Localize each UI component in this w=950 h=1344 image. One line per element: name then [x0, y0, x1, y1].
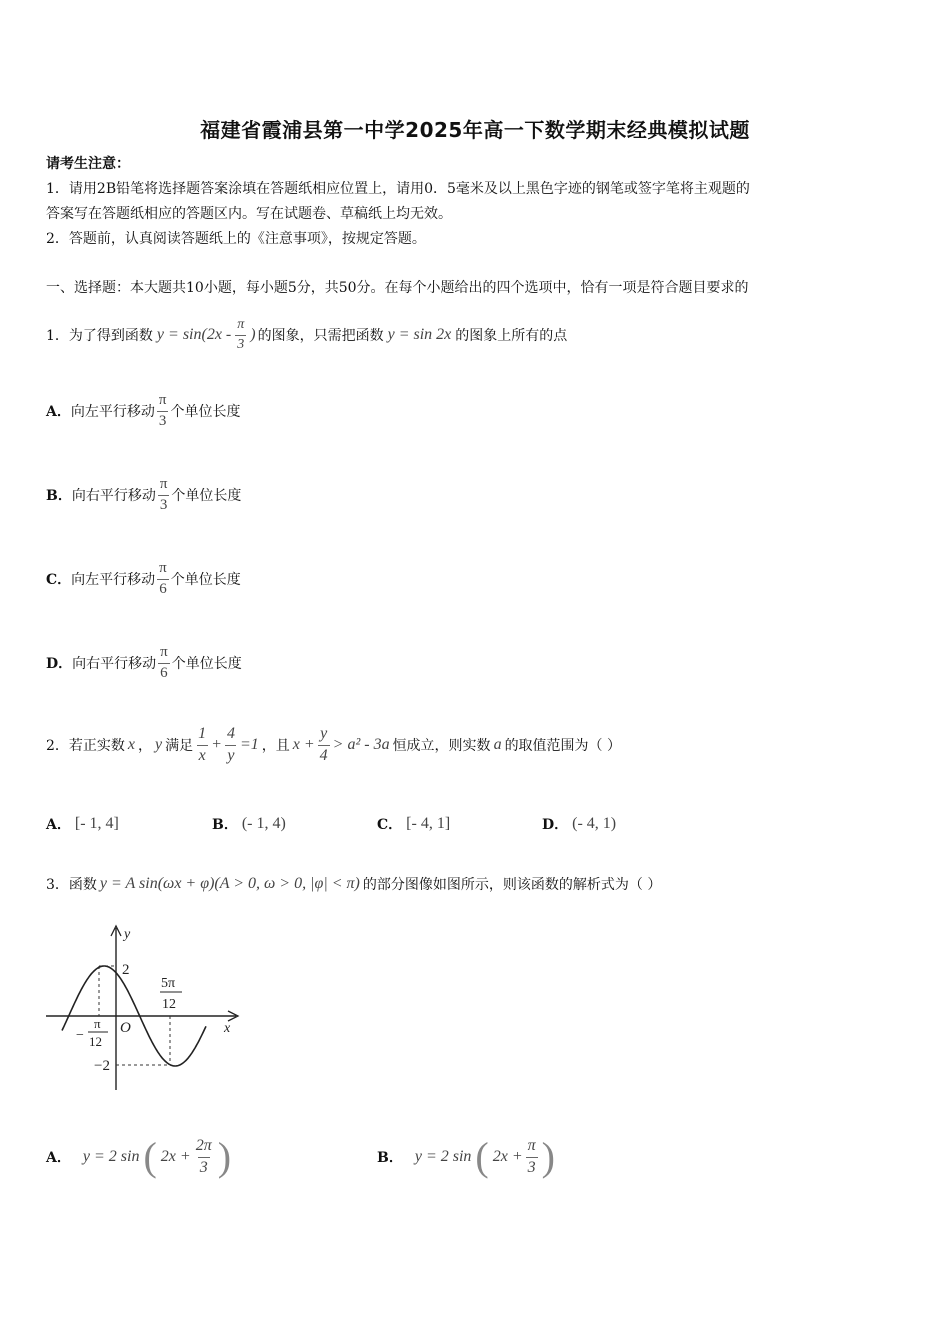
option-value: (- 1, 4) [241, 815, 286, 832]
fraction [235, 318, 246, 352]
option-text: 向右平行移动 [72, 656, 157, 672]
fraction-denominator: 6 [160, 664, 168, 681]
y-axis-label: y [124, 927, 131, 942]
paren-left: ( [143, 1134, 157, 1179]
graph-svg [44, 922, 244, 1094]
fraction [196, 726, 208, 765]
question-text: 恒成立，则实数 [392, 738, 491, 754]
fraction-numerator: 2π [195, 1136, 212, 1154]
option-text: 个单位长度 [171, 488, 242, 504]
origin-label: O [120, 1020, 131, 1036]
question-text: 的图象，只需把函数 [257, 328, 384, 344]
fraction [318, 726, 330, 765]
fraction-numerator: y [320, 724, 328, 742]
fraction-numerator: π [527, 1136, 536, 1154]
fraction [158, 477, 170, 514]
option-value: [- 1, 4] [74, 815, 119, 832]
fraction-numerator: π [159, 559, 167, 576]
math-variable: x [127, 736, 136, 753]
q2-option-a[interactable] [46, 804, 119, 844]
q3-option-a[interactable] [46, 1128, 231, 1186]
function-formula: y = A sin(ωx + φ)(A > 0, ω > 0, |φ| < π) [99, 875, 360, 892]
fraction-denominator: 3 [527, 1158, 536, 1176]
option-letter: A． [46, 817, 71, 833]
option-letter: D． [542, 817, 569, 833]
option-formula-inner: 2x + [160, 1148, 191, 1165]
operator: + [211, 736, 222, 753]
q2-option-c[interactable] [377, 804, 450, 844]
question-text: 的图象上所有的点 [455, 328, 568, 344]
max-value-label: 2 [122, 962, 130, 978]
function-formula: y = sin 2x [387, 326, 452, 343]
x-axis-label: x [224, 1021, 231, 1036]
formula-part: ) [250, 325, 256, 343]
option-letter: A． [46, 1150, 71, 1166]
option-letter: A． [46, 404, 71, 420]
option-letter: C． [46, 572, 72, 588]
option-value: (- 4, 1) [572, 815, 617, 832]
section-heading: 一、选择题：本大题共10小题，每小题5分，共50分。在每个小题给出的四个选项中，恰有一项是符合题目要求的 [46, 280, 749, 296]
option-formula-inner: 2x + [492, 1148, 523, 1165]
option-text: 个单位长度 [170, 572, 241, 588]
option-d[interactable] [46, 640, 242, 686]
right-tick-denominator: 12 [162, 997, 176, 1012]
option-letter: B． [377, 1150, 403, 1166]
fraction-numerator: 1 [198, 724, 207, 742]
fraction-numerator: π [158, 391, 167, 408]
option-text: 个单位长度 [171, 656, 242, 672]
option-letter: D． [46, 656, 73, 672]
fraction [194, 1138, 214, 1177]
fraction-denominator: 4 [319, 746, 328, 764]
right-tick-numerator: 5π [161, 976, 176, 991]
question-3 [46, 866, 661, 902]
fraction-denominator: 3 [159, 496, 168, 513]
q3-option-b[interactable] [377, 1128, 555, 1186]
question-number: 1． [46, 328, 69, 344]
paren-right: ) [217, 1134, 232, 1179]
question-text: 满足 [165, 738, 194, 754]
fraction [158, 645, 170, 682]
notice-line-1: 1．请用2B铅笔将选择题答案涂填在答题纸相应位置上，请用0．5毫米及以上黑色字迹的钢笔或签字笔将主观题的 [46, 181, 750, 197]
function-formula [157, 318, 256, 352]
fraction-denominator: y [227, 746, 235, 764]
option-formula: y = 2 sin [414, 1148, 472, 1165]
fraction-numerator: π [159, 475, 168, 492]
notice-line-2: 2．答题前，认真阅读答题纸上的《注意事项》，按规定答题。 [46, 231, 426, 247]
fraction-denominator: 3 [199, 1158, 208, 1176]
question-number: 3． [46, 877, 69, 893]
inequality-part: > a² - 3a [332, 736, 390, 753]
fraction-numerator: π [237, 316, 245, 332]
question-text: ，且 [261, 738, 290, 754]
option-b[interactable] [46, 472, 241, 518]
math-variable: a [493, 736, 502, 753]
min-value-label: −2 [94, 1058, 110, 1074]
option-text: 向右平行移动 [71, 488, 156, 504]
fraction [225, 726, 237, 765]
question-text: 的部分图像如图所示，则该函数的解析式为（ ） [362, 877, 662, 893]
q2-option-b[interactable] [212, 804, 286, 844]
option-text: 向左平行移动 [70, 404, 155, 420]
fraction [157, 393, 169, 430]
equation [196, 726, 259, 765]
notice-line-1b: 答案写在答题纸相应的答题区内。写在试题卷、草稿纸上均无效。 [46, 206, 452, 222]
formula-part: y = sin(2x - [156, 325, 232, 343]
inequality [293, 726, 390, 765]
page-title: 福建省霞浦县第一中学2025年高一下数学期末经典模拟试题 [200, 118, 750, 142]
option-formula: y = 2 sin [82, 1148, 140, 1165]
option-a[interactable] [46, 388, 240, 434]
fraction-denominator: x [198, 746, 206, 764]
option-text: 向左平行移动 [71, 572, 156, 588]
fraction-denominator: 3 [237, 336, 245, 352]
question-number: 2． [46, 738, 69, 754]
fraction-denominator: 3 [158, 412, 167, 429]
question-text: 的取值范围为（ ） [504, 738, 622, 754]
option-letter: B． [212, 817, 238, 833]
paren-right: ) [541, 1134, 555, 1179]
question-text: 函数 [68, 877, 97, 893]
question-text: ， [138, 738, 153, 754]
fraction-numerator: 4 [226, 724, 235, 742]
paren-left: ( [475, 1134, 489, 1179]
function-graph [44, 922, 244, 1094]
inequality-part: x + [292, 736, 315, 753]
option-letter: C． [377, 817, 403, 833]
option-c[interactable] [46, 556, 241, 602]
question-2 [46, 720, 621, 770]
question-text: 为了得到函数 [68, 328, 153, 344]
left-tick-denominator: 12 [89, 1034, 102, 1049]
math-variable: y [155, 736, 163, 753]
option-text: 个单位长度 [170, 404, 241, 420]
left-minus-sign: − [76, 1028, 84, 1043]
fraction [157, 561, 169, 598]
left-tick-numerator: π [94, 1016, 101, 1031]
notice-heading: 请考生注意： [46, 156, 130, 172]
fraction-denominator: 6 [159, 580, 167, 597]
option-value: [- 4, 1] [406, 815, 451, 832]
question-text: 若正实数 [68, 738, 125, 754]
fraction [526, 1138, 538, 1177]
question-1 [46, 312, 567, 358]
q2-option-d[interactable] [542, 804, 616, 844]
equation-rhs: =1 [239, 736, 259, 753]
option-letter: B． [46, 488, 72, 504]
fraction-numerator: π [160, 643, 168, 660]
